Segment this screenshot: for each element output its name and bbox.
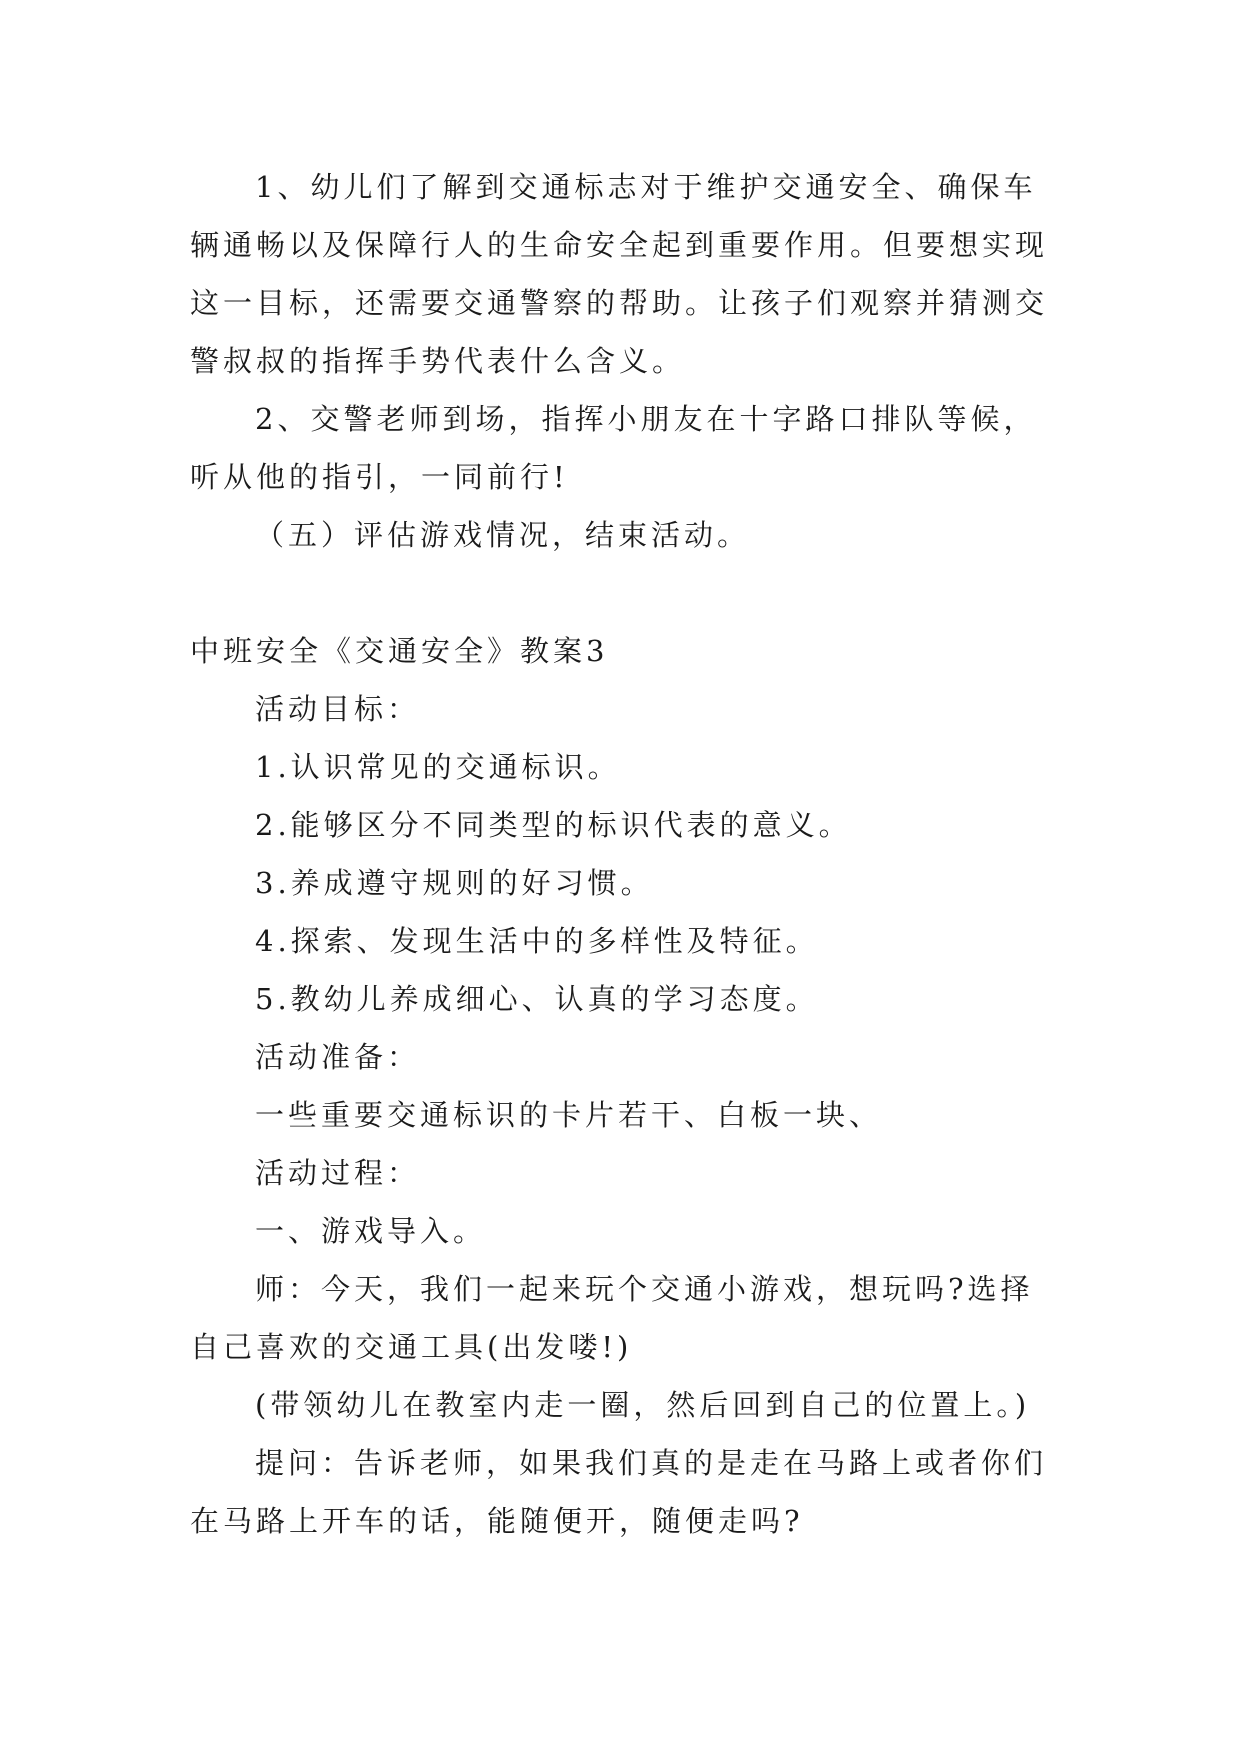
paragraph-line: 自己喜欢的交通工具(出发喽!) <box>190 1330 633 1364</box>
section-heading: 活动准备： <box>255 1040 421 1074</box>
list-item: 5.教幼儿养成细心、认真的学习态度。 <box>255 982 819 1016</box>
paragraph-line: 2、交警老师到场，指挥小朋友在十字路口排队等候， <box>255 402 1037 436</box>
paragraph-line: (带领幼儿在教室内走一圈，然后回到自己的位置上。) <box>255 1388 1031 1422</box>
paragraph-line: 一、游戏导入。 <box>255 1214 487 1248</box>
paragraph-line: 警叔叔的指挥手势代表什么含义。 <box>190 344 686 378</box>
paragraph-line: 在马路上开车的话，能随便开，随便走吗? <box>190 1504 804 1538</box>
paragraph-line: 辆通畅以及保障行人的生命安全起到重要作用。但要想实现 <box>190 228 1049 262</box>
paragraph-line: 1、幼儿们了解到交通标志对于维护交通安全、确保车 <box>255 170 1037 204</box>
list-item: 1.认识常见的交通标识。 <box>255 750 621 784</box>
section-title: 中班安全《交通安全》教案3 <box>190 634 609 668</box>
list-item: 4.探索、发现生活中的多样性及特征。 <box>255 924 819 958</box>
section-heading: 活动过程： <box>255 1156 421 1190</box>
paragraph-line: 听从他的指引，一同前行! <box>190 460 569 494</box>
paragraph-line: （五）评估游戏情况，结束活动。 <box>255 518 751 552</box>
paragraph-line: 师：今天，我们一起来玩个交通小游戏，想玩吗?选择 <box>255 1272 1034 1306</box>
list-item: 3.养成遵守规则的好习惯。 <box>255 866 654 900</box>
section-heading: 活动目标： <box>255 692 421 726</box>
paragraph-line: 一些重要交通标识的卡片若干、白板一块、 <box>255 1098 883 1132</box>
list-item: 2.能够区分不同类型的标识代表的意义。 <box>255 808 852 842</box>
paragraph-line: 提问：告诉老师，如果我们真的是走在马路上或者你们 <box>255 1446 1048 1480</box>
paragraph-line: 这一目标，还需要交通警察的帮助。让孩子们观察并猜测交 <box>190 286 1049 320</box>
